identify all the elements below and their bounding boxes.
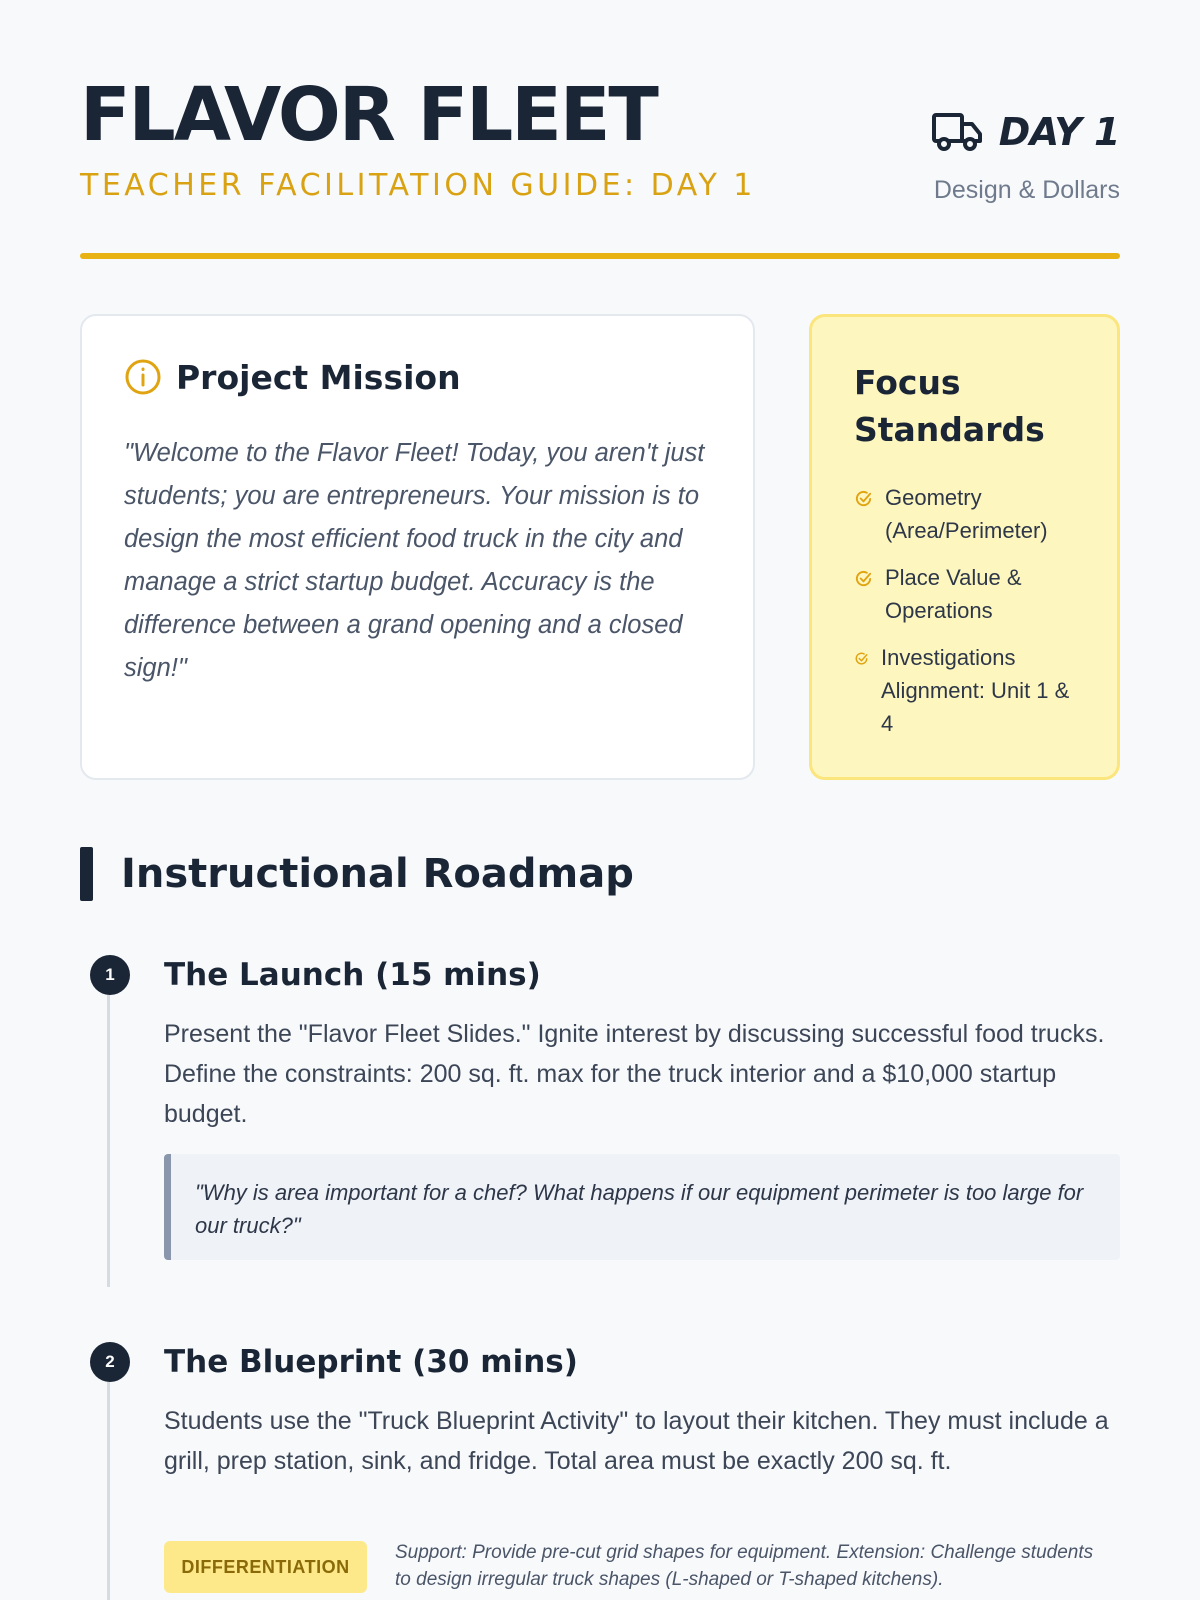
timeline-line xyxy=(107,975,110,1287)
focus-item-label: Place Value & Operations xyxy=(885,565,1022,623)
roadmap-heading xyxy=(80,847,634,901)
focus-title: Focus Standards xyxy=(854,363,1045,449)
guide-page xyxy=(80,0,1120,1590)
differentiation-badge: DIFFERENTIATION xyxy=(164,1541,367,1593)
step-title: The Launch (15 mins) xyxy=(164,957,541,993)
timeline-line xyxy=(107,1362,110,1600)
header-divider xyxy=(80,253,1120,259)
page-title: FLAVOR FLEET xyxy=(80,72,657,158)
step-number-badge: 1 xyxy=(90,955,130,995)
focus-standards-card xyxy=(809,314,1120,780)
focus-item xyxy=(854,561,1077,627)
step-title: The Blueprint (30 mins) xyxy=(164,1344,578,1380)
info-icon xyxy=(124,358,162,396)
focus-list xyxy=(854,481,1077,740)
project-mission-card xyxy=(80,314,755,780)
check-circle-icon xyxy=(854,489,873,508)
focus-item xyxy=(854,641,1077,740)
focus-item-label: Geometry (Area/Perimeter) xyxy=(885,485,1048,543)
mission-title: Project Mission xyxy=(176,357,461,397)
roadmap-title: Instructional Roadmap xyxy=(121,851,634,897)
day-tag xyxy=(931,110,1120,154)
heading-accent-bar xyxy=(80,847,93,901)
focus-item xyxy=(854,481,1077,547)
focus-item-label: Investigations Alignment: Unit 1 & 4 xyxy=(881,645,1070,736)
page-header xyxy=(80,0,1120,262)
truck-icon xyxy=(931,110,983,154)
page-subtitle: TEACHER FACILITATION GUIDE: DAY 1 xyxy=(80,168,756,203)
mission-header xyxy=(124,358,713,396)
day-label: DAY 1 xyxy=(998,110,1120,154)
day-caption: Design & Dollars xyxy=(933,176,1120,204)
step-description: Students use the "Truck Blueprint Activity" to layout their kitchen. They must include a grill, prep station, sink, and fridge. Total area must be exactly 200 sq. ft. xyxy=(164,1407,1109,1475)
mission-quote: "Welcome to the Flavor Fleet! Today, you aren't just students; you are entrepreneurs. Your mission is to design the most efficient food truck in the city and manage a strict startup budget. Accuracy is the difference between a grand opening and a closed sign!" xyxy=(124,439,705,682)
step-description: Present the "Flavor Fleet Slides." Ignite interest by discussing successful food trucks. Define the constraints: 200 sq. ft. max for the truck interior and a $10,000 startup budget. xyxy=(164,1020,1105,1128)
step-number-badge: 2 xyxy=(90,1342,130,1382)
check-circle-icon xyxy=(854,569,873,588)
differentiation-text: Support: Provide pre-cut grid shapes for equipment. Extension: Challenge students to design irregular truck shapes (L-shaped or T-shaped kitchens). xyxy=(395,1542,1094,1590)
guiding-question-callout: "Why is area important for a chef? What happens if our equipment perimeter is too large for our truck?" xyxy=(164,1154,1120,1260)
check-circle-icon xyxy=(854,651,869,666)
